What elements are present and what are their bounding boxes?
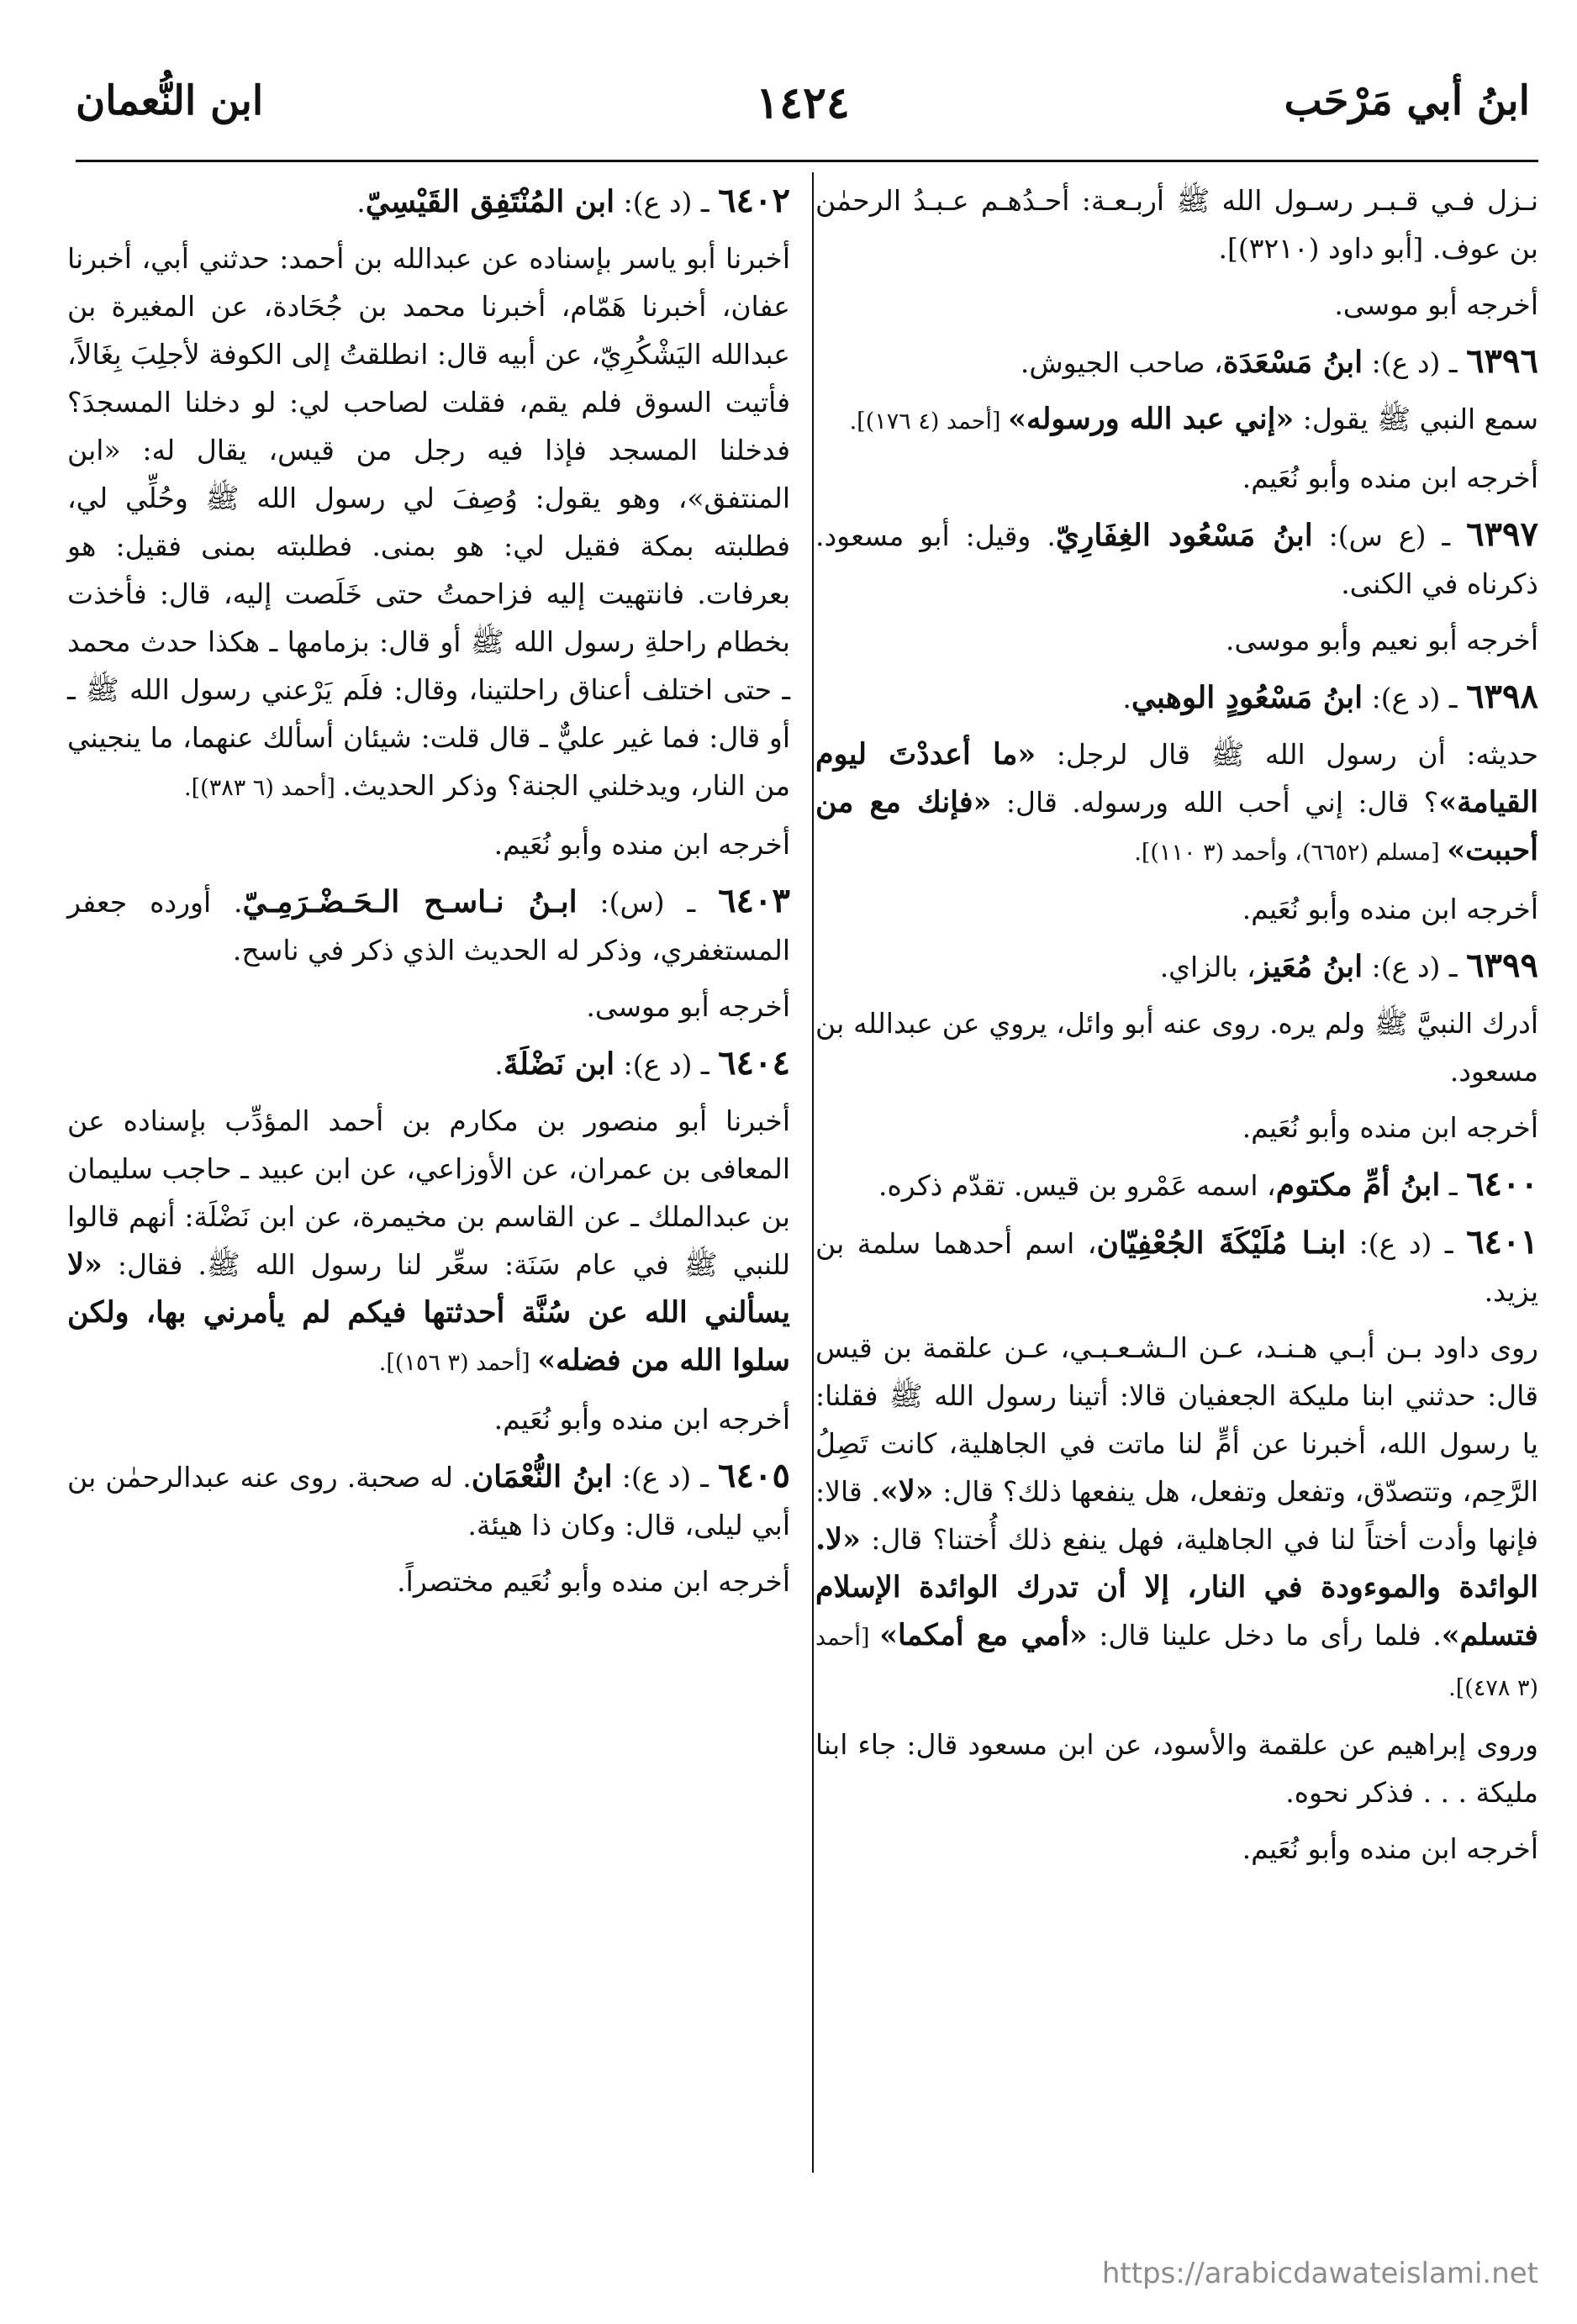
paragraph-text: . فلما رأى ما دخل علينا قال: bbox=[1087, 1619, 1442, 1652]
hadith-paragraph bbox=[815, 730, 1538, 877]
paragraph-text: أخرجه أبو نعيم وأبو موسى. bbox=[1226, 624, 1538, 656]
entry-name: ابنـا مُلَيْكَةَ الجُعْفِيّان bbox=[1096, 1225, 1347, 1261]
entry-heading bbox=[815, 1160, 1538, 1209]
entry-heading bbox=[815, 941, 1538, 991]
entry-note: . وقيل: أبو مسعود. ذكرناه في الكنى. bbox=[815, 519, 1538, 600]
entry-heading bbox=[815, 672, 1538, 722]
paragraph bbox=[67, 1395, 790, 1443]
entry-code: ـ (د ع): bbox=[614, 186, 719, 219]
paragraph-text: أخرجه ابن منده وأبو نُعَيم. bbox=[1242, 1832, 1538, 1865]
paragraph-text: نـزل فـي قـبـر رسـول الله ﷺ أربـعـة: أحـدُهـم عـبـدُ الرحمٰن بن عوف. [أبو داود (٣٢١٠)]. bbox=[815, 184, 1538, 265]
source-reference: [أحمد (٦ ٣٨٣)]. bbox=[184, 775, 343, 801]
paragraph-text: ؟ قال: إني أحب الله ورسوله. قال: bbox=[991, 786, 1439, 819]
entry-note: ، اسمه عَمْرو بن قيس. تقدّم ذكره. bbox=[878, 1169, 1276, 1202]
paragraph-text: أدرك النبيَّ ﷺ ولم يره. روى عنه أبو وائل، يروي عن عبدالله بن مسعود. bbox=[815, 1007, 1538, 1088]
entry-code: ـ (د ع): bbox=[1363, 682, 1467, 714]
paragraph-text: أخرجه أبو موسى. bbox=[1334, 288, 1538, 321]
entry-heading bbox=[67, 877, 790, 974]
entry-heading bbox=[67, 1452, 790, 1549]
entry-name: ابنُ مُعَيز bbox=[1255, 949, 1363, 984]
entry-note: . bbox=[356, 186, 366, 219]
entry-note: ، اسم أحدهما سلمة بن يزيد. bbox=[815, 1227, 1538, 1308]
entry-heading bbox=[67, 177, 790, 226]
hadith-paragraph bbox=[67, 1097, 790, 1387]
right-column bbox=[815, 177, 1538, 1881]
hadith-quote: «إني عبد الله ورسوله» bbox=[1008, 402, 1295, 436]
paragraph-text: روى داود بـن أبـي هـنـد، عـن الـشـعـبـي، عـن علقمة بن قيس قال: حدثني ابنا مليكة الجعفيان قالا: أتينا رسول الله ﷺ فقلنا: يا رسول الله، أخبرنا عن أمٍّ لنا ماتت في الجاهلية، كانت تَصِلُ الرَّحِم، وتتصدّق، وتفعل وتفعل، هل ينفعها ذلك؟ قال: bbox=[815, 1331, 1538, 1508]
paragraph bbox=[815, 1721, 1538, 1816]
paragraph-text: أخرجه ابن منده وأبو نُعَيم. bbox=[1242, 461, 1538, 494]
header-rule bbox=[76, 160, 1538, 162]
paragraph bbox=[67, 820, 790, 868]
paragraph bbox=[815, 885, 1538, 933]
entry-name: ابنُ مَسْعُودٍ الوهبي bbox=[1131, 680, 1363, 715]
entry-heading bbox=[815, 1218, 1538, 1315]
paragraph-text: وروى إبراهيم عن علقمة والأسود، عن ابن مسعود قال: جاء ابنا مليكة . . . فذكر نحوه. bbox=[815, 1728, 1538, 1809]
running-title-right: ابنُ أبي مَرْحَب bbox=[1284, 77, 1530, 124]
paragraph bbox=[815, 616, 1538, 664]
paragraph bbox=[67, 1557, 790, 1605]
entry-note: ، صاحب الجيوش. bbox=[1020, 346, 1223, 379]
entry-note: ، بالزاي. bbox=[1159, 951, 1256, 983]
source-reference: [مسلم (٦٦٥٢)، وأحمد (٣ ١١٠)]. bbox=[1134, 840, 1448, 866]
entry-name: ابنُ مَسْعُود الغِفَارِيّ bbox=[1055, 518, 1313, 553]
entry-note: . bbox=[1122, 682, 1131, 714]
entry-code: ـ (د ع): bbox=[614, 1048, 719, 1081]
entry-heading bbox=[815, 510, 1538, 608]
entry-name: ابن نَضْلَةَ bbox=[503, 1046, 615, 1082]
paragraph bbox=[815, 454, 1538, 502]
paragraph-text: أخرجه ابن منده وأبو نُعَيم. bbox=[1242, 1111, 1538, 1144]
source-reference: [أحمد (٣ ١٥٦)]. bbox=[378, 1350, 538, 1376]
paragraph-text: . قالا: فإنها وأدت أختاً لنا في الجاهلية، فهل ينفع ذلك أُختنا؟ قال: bbox=[815, 1475, 1538, 1556]
paragraph-text: أخبرنا أبو ياسر بإسناده عن عبدالله بن أحمد: حدثني أبي، أخبرنا عفان، أخبرنا هَمّام، أخبرنا محمد بن جُحَادة، عن المغيرة بن عبدالله اليَشْكُرِيّ، عن أبيه قال: انطلقتُ إلى الكوفة لأجلِبَ بِغَالاً، فأتيت السوق فلم يقم، فقلت لصاحب لي: لو دخلنا المسجدَ؟ فدخلنا المسجد فإذا فيه رجل من قيس، يقال له: «ابن المنتفق»، وهو يقول: وُصِفَ لي رسول الله ﷺ وحُلِّي لي، فطلبته بمكة فقيل لي: هو بمنى. فطلبته بمنى فقيل: هو بعرفات. فانتهيت إليه فزاحمتُ حتى خَلَصت إليه، قال: فأخذت بخطام راحلةِ رسول الله ﷺ أو قال: بزمامها ـ هكذا حدث محمد ـ حتى اختلف أعناق راحلتينا، وقال: فلَم يَرْعني رسول الله ﷺ ـ أو قال: فما غير عليٌّ ـ قال قلت: شيئان أسألك عنهما، ما ينجيني من النار، ويدخلني الجنة؟ وذكر الحديث. bbox=[67, 242, 790, 802]
entry-name: ابـنُ نـاسـح الـحَـضْـرَمِـيّ bbox=[242, 884, 578, 920]
site-watermark: https://arabicdawateislami.net bbox=[1101, 2257, 1538, 2290]
page-number: ١٤٢٤ bbox=[756, 77, 850, 129]
entry-code: ـ (د ع): bbox=[1346, 1227, 1467, 1260]
hadith-quote: «لا. الوائدة والموءودة في النار، إلا أن تدرك الوائدة الإسلام فتسلم» bbox=[815, 1522, 1539, 1652]
entry-code: ـ (د ع): bbox=[1363, 951, 1467, 983]
entry-code: ـ (ع س): bbox=[1312, 519, 1467, 552]
left-column bbox=[67, 177, 790, 1614]
entry-note: . أورده جعفر المستغفري، وذكر له الحديث الذي ذكر في ناسح. bbox=[67, 886, 790, 967]
source-reference: [أحمد (٤ ١٧٦)]. bbox=[849, 408, 1009, 435]
entry-number: ٦٣٩٨ bbox=[1466, 677, 1538, 716]
paragraph-text: أخرجه ابن منده وأبو نُعَيم. bbox=[493, 828, 790, 861]
hadith-paragraph bbox=[815, 1324, 1538, 1712]
paragraph bbox=[67, 983, 790, 1030]
entry-note: . له صحبة. روى عنه عبدالرحمٰن بن أبي ليلى، قال: وكان ذا هيئة. bbox=[67, 1461, 790, 1541]
paragraph bbox=[815, 177, 1538, 272]
entry-number: ٦٣٩٧ bbox=[1466, 514, 1538, 554]
entry-number: ٦٤٠٤ bbox=[718, 1043, 790, 1083]
paragraph-text: حديثه: أن رسول الله ﷺ قال لرجل: bbox=[1036, 738, 1538, 771]
paragraph bbox=[815, 1104, 1538, 1151]
hadith-quote: «أمي مع أمكما» bbox=[879, 1618, 1088, 1652]
paragraph bbox=[815, 999, 1538, 1095]
entry-name: ابنُ النُّعْمَان bbox=[471, 1459, 613, 1494]
hadith-quote: «ما أعددْتَ ليوم القيامة» bbox=[815, 737, 1538, 819]
hadith-quote: «لا» bbox=[879, 1474, 934, 1509]
paragraph bbox=[815, 281, 1538, 329]
entry-code: ـ bbox=[1440, 1169, 1467, 1202]
hadith-paragraph bbox=[67, 235, 790, 812]
paragraph bbox=[815, 1825, 1538, 1873]
entry-heading bbox=[67, 1039, 790, 1088]
column-divider bbox=[812, 172, 814, 2173]
hadith-paragraph bbox=[815, 395, 1538, 445]
hadith-quote: «لا يسألني الله عن سُنَّة أحدثتها فيكم لم يأمرني بها، ولكن سلوا الله من فضله» bbox=[67, 1247, 790, 1378]
hadith-quote: «فإنك مع من أحببت» bbox=[815, 785, 1538, 867]
entry-number: ٦٤٠٠ bbox=[1466, 1164, 1538, 1204]
paragraph-text: أخرجه ابن منده وأبو نُعَيم. bbox=[1242, 893, 1538, 925]
entry-number: ٦٣٩٦ bbox=[1466, 341, 1538, 381]
paragraph-text: أخرجه أبو موسى. bbox=[586, 990, 790, 1023]
entry-code: ـ (د ع): bbox=[612, 1461, 719, 1494]
entry-code: ـ (س): bbox=[577, 886, 719, 919]
entry-number: ٦٤٠٣ bbox=[718, 881, 790, 920]
paragraph-text: أخرجه ابن منده وأبو نُعَيم مختصراً. bbox=[397, 1565, 790, 1598]
entry-number: ٦٤٠٥ bbox=[718, 1456, 790, 1495]
entry-name: ابنُ مَسْعَدَة bbox=[1222, 345, 1363, 380]
running-title-left: ابن النُّعمان bbox=[76, 77, 264, 124]
entry-number: ٦٤٠٢ bbox=[718, 181, 790, 220]
entry-code: ـ (د ع): bbox=[1363, 346, 1467, 379]
paragraph-text: أخرجه ابن منده وأبو نُعَيم. bbox=[493, 1403, 790, 1436]
entry-number: ٦٤٠١ bbox=[1466, 1222, 1538, 1262]
entry-note: . bbox=[494, 1048, 504, 1081]
entry-heading bbox=[815, 337, 1538, 387]
entry-name: ابنُ أمِّ مكتوم bbox=[1275, 1167, 1441, 1203]
paragraph-text: أخبرنا أبو منصور بن مكارم بن أحمد المؤدِّب بإسناده عن المعافى بن عمران، عن الأوزاعي، عن ابن عبيد ـ حاجب سليمان بن عبدالملك ـ عن القاسم بن مخيمرة، عن ابن نَضْلَة: أنهم قالوا للنبي ﷺ في عام سَنَة: سعِّر لنا رسول الله ﷺ. فقال: bbox=[67, 1104, 790, 1281]
entry-number: ٦٣٩٩ bbox=[1466, 946, 1538, 985]
page-header bbox=[76, 77, 1530, 145]
paragraph-text: سمع النبي ﷺ يقول: bbox=[1294, 403, 1538, 435]
entry-name: ابن المُنْتَفِق القَيْسِيّ bbox=[365, 184, 615, 219]
source-reference: [أحمد (٣ ٤٧٨)]. bbox=[815, 1625, 1538, 1701]
